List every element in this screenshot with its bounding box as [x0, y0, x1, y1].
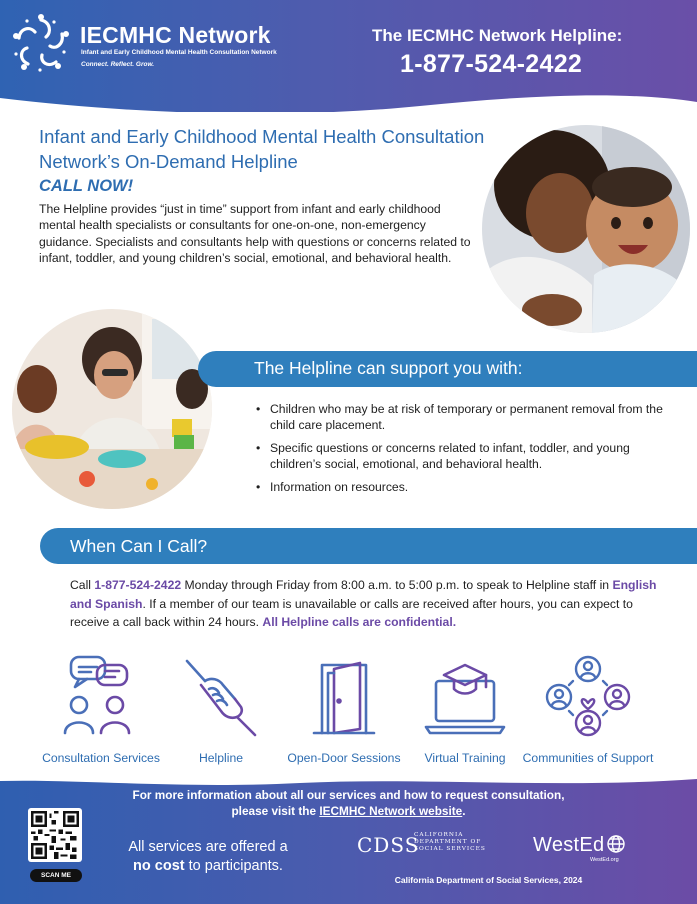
service-label: Virtual Training [424, 751, 506, 765]
support-item: • Children who may be at risk of temporary or permanent removal from the child care placement. [254, 401, 664, 433]
service-label: Communities of Support [522, 751, 654, 765]
globe-icon [606, 834, 626, 854]
service-consultation [38, 655, 164, 765]
cdss-logo: CDSS [357, 833, 420, 857]
iecmhc-website-link[interactable]: IECMHC Network website [319, 803, 463, 818]
logo-subtitle: Infant and Early Childhood Mental Health Consultation Network [81, 49, 277, 56]
wested-logo [533, 834, 626, 857]
wested-url: WestEd.org [590, 857, 619, 863]
intro-title: Infant and Early Childhood Mental Health Consultation Network’s On-Demand Helpline [39, 126, 485, 172]
footer-banner [0, 777, 697, 904]
mother-baby-photo [482, 125, 690, 333]
no-cost-line1: All services are offered a [128, 839, 288, 855]
classroom-photo [12, 309, 212, 509]
when-confidential: All Helpline calls are confidential. [262, 615, 457, 630]
consultation-icon [61, 655, 141, 737]
laptop-graduation-icon [422, 655, 508, 737]
when-phone-number[interactable]: 1-877-524-2422 [94, 578, 182, 592]
qr-code-icon [31, 811, 79, 859]
qr-code[interactable] [28, 808, 82, 862]
intro-body: The Helpline provides “just in time” support from infant and early childhood mental health specialists or consultants for one-on-one, non-emergency guidance. Specialists and consultants help with questions or concerns related to infant, toddler, and young children’s social, emotional, and behavioral health. [39, 202, 471, 266]
service-label: Open-Door Sessions [287, 751, 401, 765]
service-helpline [176, 655, 266, 765]
footer-info-text: please visit the [231, 803, 320, 818]
no-cost-statement [108, 838, 308, 876]
when-text: Monday through Friday from 8:00 a.m. to 5:00 p.m. to speak to Helpline staff in [181, 578, 613, 592]
when-languages: English and Spanish [70, 578, 657, 611]
open-door-icon [304, 655, 384, 737]
service-label: Consultation Services [42, 751, 160, 765]
header-banner [0, 0, 697, 112]
support-list [254, 401, 664, 502]
footer-info-text: . [462, 803, 466, 818]
footer-info-line1: For more information about all our services and how to request consultation, [132, 788, 565, 802]
handshake-icon [181, 655, 261, 737]
header-wave-divider [0, 88, 697, 112]
logo-title: IECMHC Network [80, 22, 271, 48]
service-open-door [282, 655, 406, 765]
cdss-sub-line: SOCIAL SERVICES [414, 846, 486, 853]
service-communities [518, 655, 658, 765]
copyright [0, 875, 697, 885]
no-cost-line2: to participants. [184, 858, 283, 874]
footer-info [0, 788, 697, 819]
cdss-sub-line: DEPARTMENT OF [414, 839, 482, 846]
cdss-sub-line: CALIFORNIA [414, 832, 464, 838]
support-item: • Specific questions or concerns related to infant, toddler, and young children’s social, emotional, and behavioral health. [254, 440, 664, 472]
service-virtual-training [418, 655, 512, 765]
community-icon [545, 655, 631, 737]
when-text: Call [70, 578, 95, 592]
helpline-label: The IECMHC Network Helpline: [372, 26, 623, 45]
cdss-logo-subtitle [414, 832, 486, 854]
copyright-text: California Department of Social Services, 2024 [394, 875, 583, 885]
iecmhc-logo-icon [10, 12, 72, 74]
support-title: The Helpline can support you with: [254, 358, 523, 378]
no-cost-bold: no cost [133, 858, 185, 874]
wested-logo-text: WestEd [533, 834, 605, 856]
when-title: When Can I Call? [70, 536, 208, 556]
helpline-number[interactable]: 1-877-524-2422 [400, 50, 583, 78]
scan-me-label: SCAN ME [30, 869, 82, 882]
when-body [70, 576, 670, 632]
logo-tagline: Connect. Reflect. Grow. [81, 61, 155, 68]
call-now-text: CALL NOW! [39, 177, 134, 195]
when-text: . If a member of our team is unavailable or calls are received after hours, you can expect to receive a call back within 24 hours. [70, 596, 633, 630]
support-item: • Information on resources. [254, 479, 664, 495]
service-label: Helpline [198, 751, 244, 765]
